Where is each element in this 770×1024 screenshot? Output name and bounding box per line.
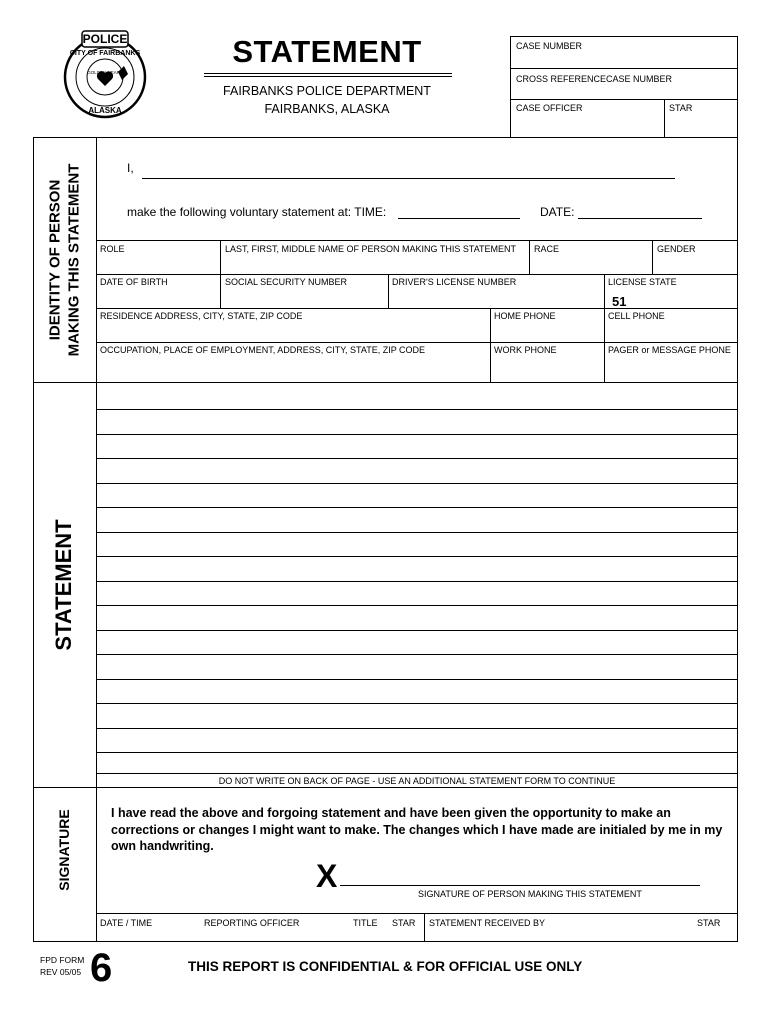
signature-line[interactable]	[340, 885, 700, 886]
case-number-label: CASE NUMBER	[516, 41, 583, 51]
gender-label: GENDER	[657, 244, 696, 254]
confidential-notice: THIS REPORT IS CONFIDENTIAL & FOR OFFICIAL USE ONLY	[188, 959, 583, 974]
work-phone-label: WORK PHONE	[494, 345, 557, 355]
police-seal	[60, 28, 150, 122]
seal-ring-text: CITY OF FAIRBANKS	[69, 50, 141, 57]
occupation-label: OCCUPATION, PLACE OF EMPLOYMENT, ADDRESS, CITY, STATE, ZIP CODE	[100, 345, 426, 355]
ssn-label: SOCIAL SECURITY NUMBER	[225, 277, 348, 287]
receiver-star-label: STAR	[697, 918, 721, 928]
i-prefix: I,	[127, 161, 134, 175]
form-revision: REV 05/05	[40, 967, 82, 977]
received-by-label: STATEMENT RECEIVED BY	[429, 918, 546, 928]
seal-inner-text: GOLDEN HEART	[87, 70, 123, 75]
time-line[interactable]	[398, 218, 520, 219]
form-name: FPD FORM	[40, 955, 85, 965]
identity-side-label-1: IDENTITY OF PERSON	[46, 179, 64, 341]
signature-caption: SIGNATURE OF PERSON MAKING THIS STATEMENT	[418, 889, 642, 899]
signature-side-label: SIGNATURE	[56, 809, 72, 891]
name-label: LAST, FIRST, MIDDLE NAME OF PERSON MAKING THIS STATEMENT	[225, 244, 517, 254]
date-time-label: DATE / TIME	[100, 918, 153, 928]
back-of-page-note: DO NOT WRITE ON BACK OF PAGE - USE AN ADDITIONAL STATEMENT FORM TO CONTINUE	[218, 776, 616, 786]
statement-writing-area[interactable]	[97, 383, 737, 773]
license-state-label: LICENSE STATE	[608, 277, 677, 287]
signature-x-mark: X	[316, 858, 338, 894]
case-star-label: STAR	[669, 103, 693, 113]
department-name: FAIRBANKS POLICE DEPARTMENT	[223, 84, 431, 98]
department-location: FAIRBANKS, ALASKA	[264, 102, 390, 116]
identity-side-label-2: MAKING THIS STATEMENT	[65, 163, 83, 357]
license-number-label: DRIVER'S LICENSE NUMBER	[392, 277, 517, 287]
officer-title-label: TITLE	[353, 918, 378, 928]
dob-label: DATE OF BIRTH	[100, 277, 168, 287]
date-line[interactable]	[578, 218, 702, 219]
role-label: ROLE	[100, 244, 125, 254]
seal-bottom-text: ALASKA	[88, 106, 122, 115]
officer-star-label: STAR	[392, 918, 416, 928]
voluntary-statement-text: make the following voluntary statement at: TIME:	[127, 205, 387, 219]
attestation-text: I have read the above and forgoing statement and have been given the opportunity to make an corrections or changes I might want to make. The changes which I have made are initialed by me in my own handwriting.	[111, 806, 723, 853]
pager-label: PAGER or MESSAGE PHONE	[608, 345, 731, 355]
case-info-box	[510, 36, 738, 138]
license-state-value[interactable]: 51	[612, 294, 627, 309]
declarant-name-line[interactable]	[142, 178, 675, 179]
case-officer-label: CASE OFFICER	[516, 103, 583, 113]
form-number: 6	[90, 946, 113, 990]
home-phone-label: HOME PHONE	[494, 311, 556, 321]
statement-side-label: STATEMENT	[51, 519, 76, 651]
reporting-officer-label: REPORTING OFFICER	[204, 918, 300, 928]
date-label: DATE:	[540, 205, 575, 219]
race-label: RACE	[534, 244, 560, 254]
residence-label: RESIDENCE ADDRESS, CITY, STATE, ZIP CODE	[100, 311, 303, 321]
cell-phone-label: CELL PHONE	[608, 311, 665, 321]
seal-top-text: POLICE	[82, 32, 128, 46]
page-title: STATEMENT	[232, 34, 422, 69]
cross-reference-label: CROSS REFERENCECASE NUMBER	[516, 74, 673, 84]
